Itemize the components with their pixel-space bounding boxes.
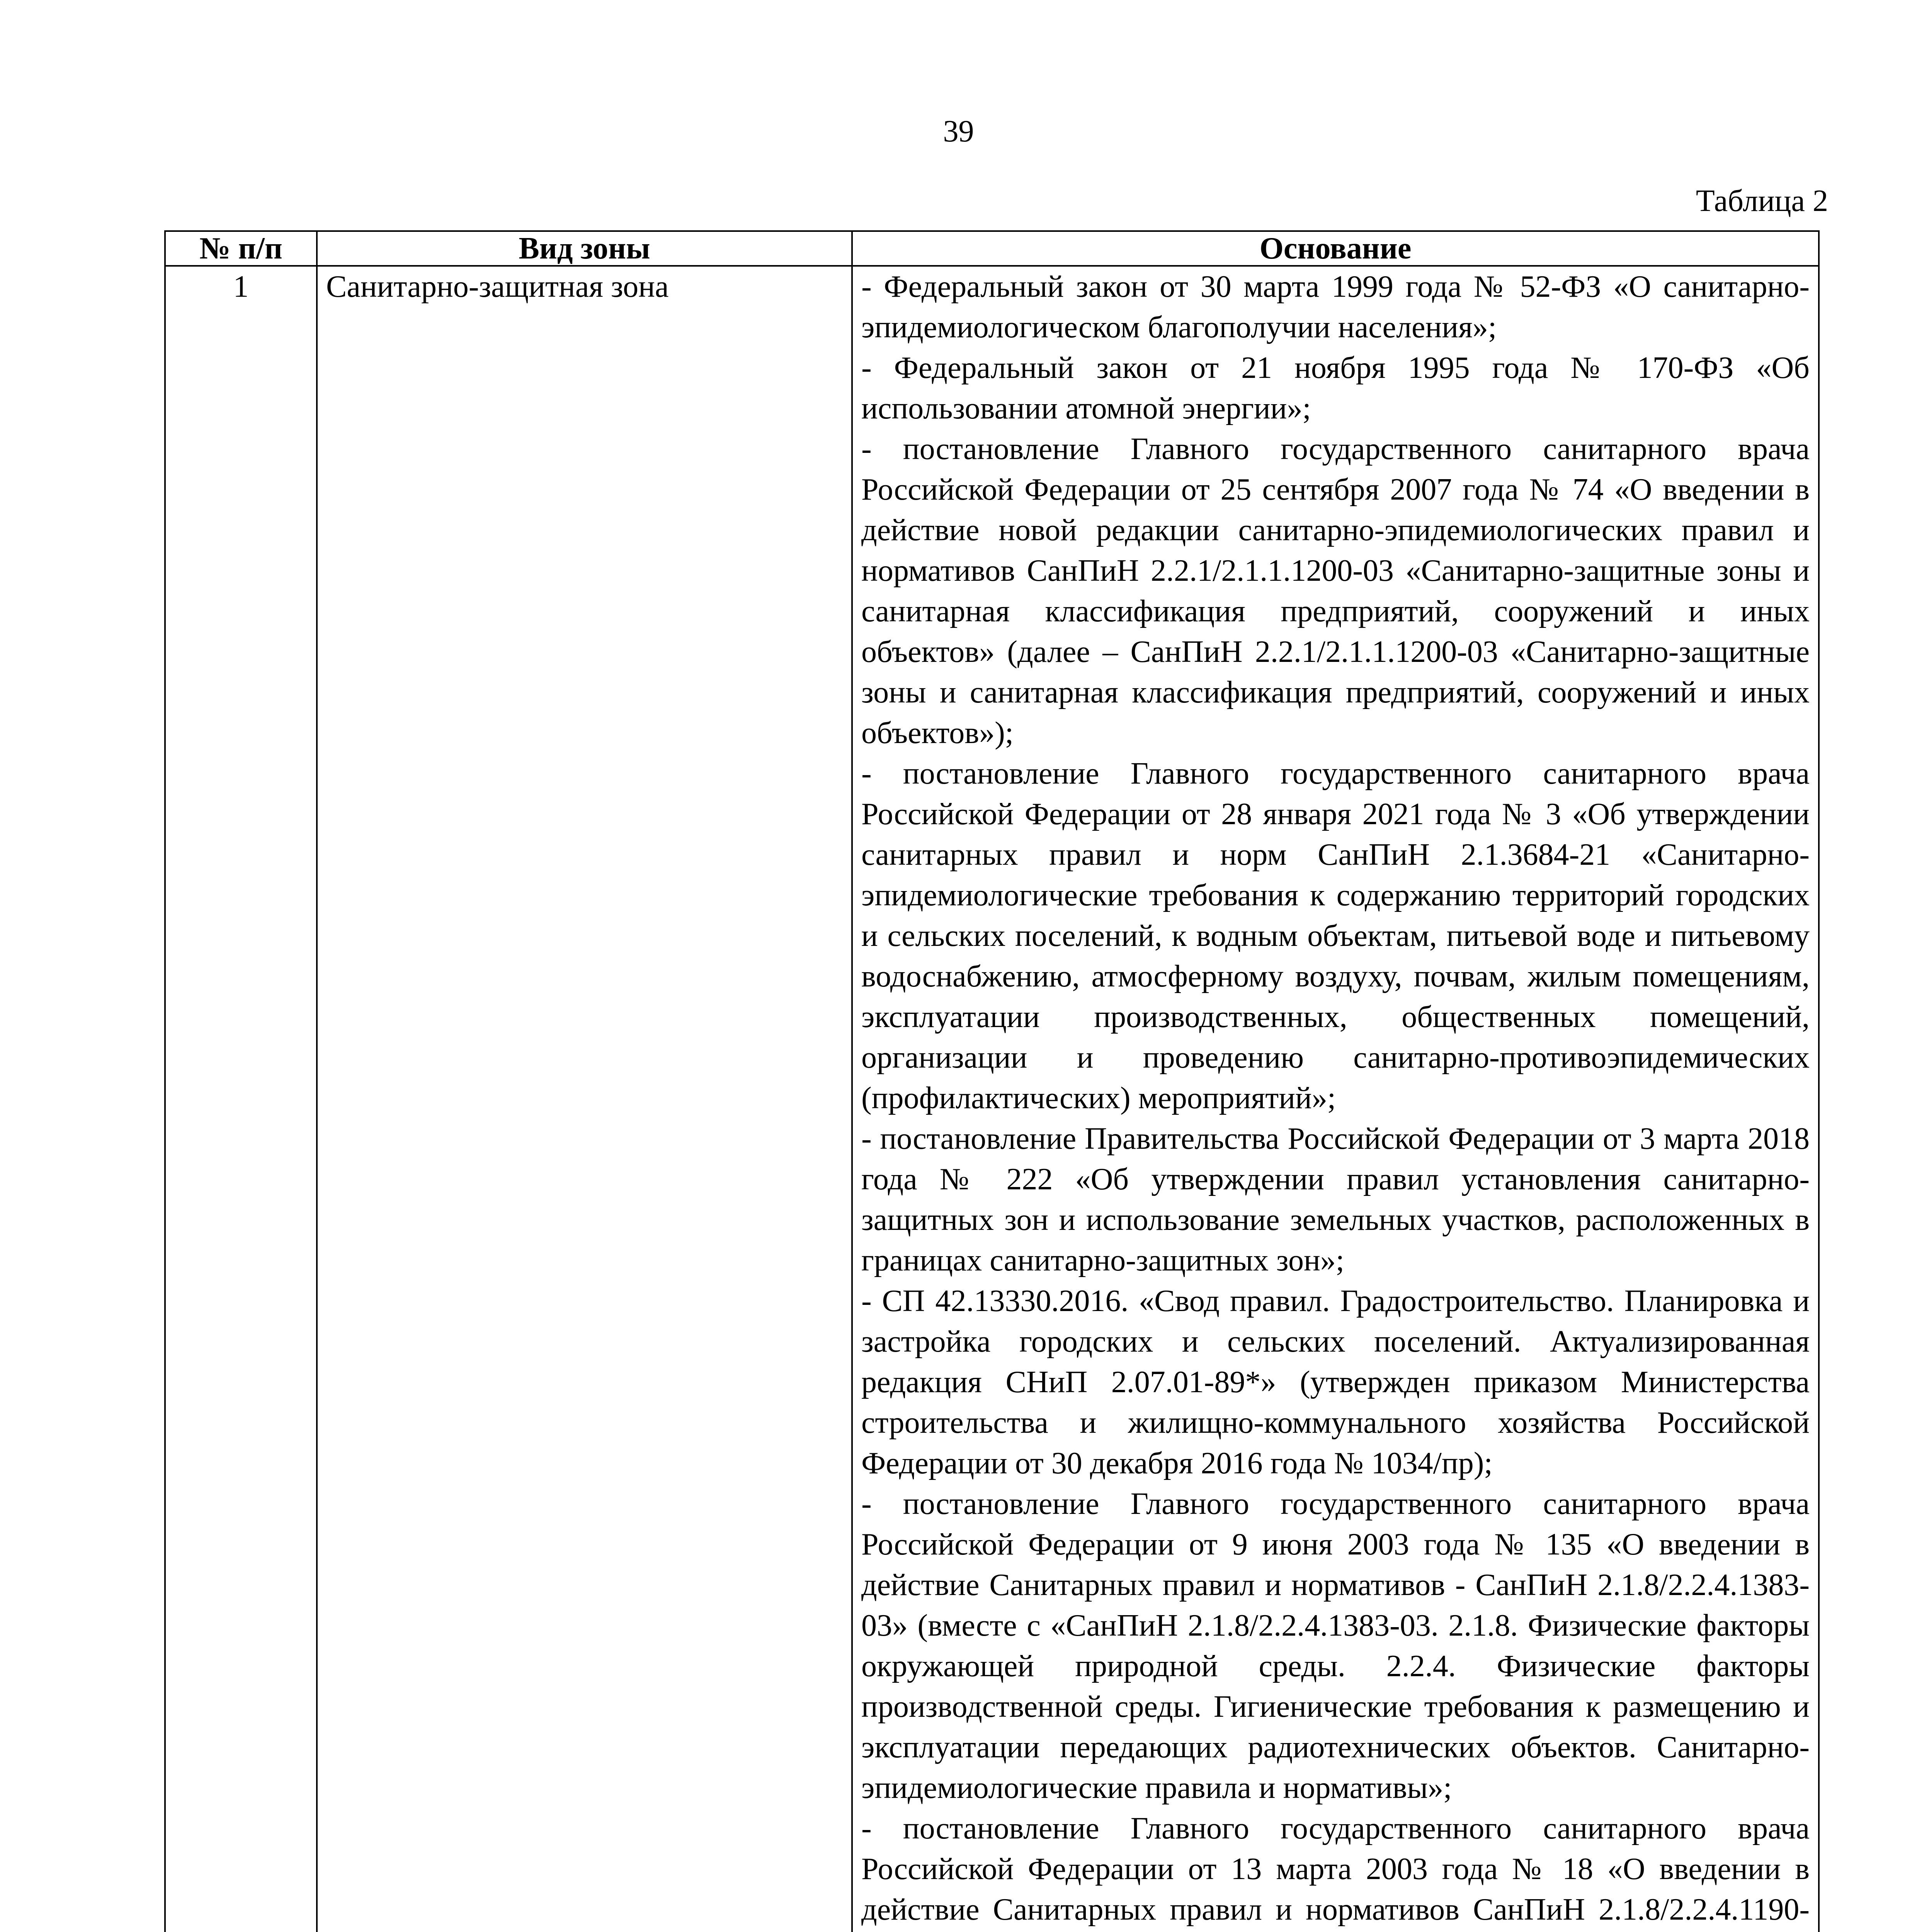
header-basis: Основание [852, 231, 1819, 266]
basis-cell [852, 266, 1819, 1932]
header-zone-type: Вид зоны [317, 231, 852, 266]
basis-item: - постановление Главного государственного санитарного врача Российской Федерации от 25 сентября 2007 года № 74 «О введении в действие новой редакции санитарно-эпидемиологических правил и нормативов СанПиН 2.2.1/2.1.1.1200-03 «Санитарно-защитные зоны и санитарная классификация предприятий, сооружений и иных объектов» (далее – СанПиН 2.2.1/2.1.1.1200-03 «Санитарно-защитные зоны и санитарная классификация предприятий, сооружений и иных объектов»); [861, 432, 1810, 750]
header-number: № п/п [165, 231, 317, 266]
zones-table [164, 230, 1820, 1932]
basis-item: - постановление Правительства Российской Федерации от 3 марта 2018 года № 222 «Об утверждении правил установления санитарно-защитных зон и использование земельных участков, расположенных в границах санитарно-защитных зон»; [861, 1122, 1810, 1277]
basis-item: - СП 42.13330.2016. «Свод правил. Градостроительство. Планировка и застройка городских и сельских поселений. Актуализированная редакция СНиП 2.07.01-89*» (утвержден приказом Министерства строительства и жилищно-коммунального хозяйства Российской Федерации от 30 декабря 2016 года № 1034/пр); [861, 1284, 1810, 1480]
basis-item: - постановление Главного государственного санитарного врача Российской Федерации от 28 января 2021 года № 3 «Об утверждении санитарных правил и норм СанПиН 2.1.3684-21 «Санитарно-эпидемиологические требования к содержанию территорий городских и сельских поселений, к водным объектам, питьевой воде и питьевому водоснабжению, атмосферному воздуху, почвам, жилым помещениям, эксплуатации производственных, общественных помещений, организации и проведению санитарно-противоэпидемических (профилактических) мероприятий»; [861, 757, 1810, 1115]
page-number: 39 [943, 114, 974, 148]
table-caption: Таблица 2 [1696, 184, 1828, 218]
basis-item: - Федеральный закон от 30 марта 1999 года № 52-ФЗ «О санитарно-эпидемиологическом благополучии населения»; [861, 270, 1810, 344]
basis-item: - постановление Главного государственного санитарного врача Российской Федерации от 9 июня 2003 года № 135 «О введении в действие Санитарных правил и нормативов - СанПиН 2.1.8/2.2.4.1383-03» (вместе с «СанПиН 2.1.8/2.2.4.1383-03. 2.1.8. Физические факторы окружающей природной среды. 2.2.4. Физические факторы производственной среды. Гигиенические требования к размещению и эксплуатации передающих радиотехнических объектов. Санитарно-эпидемиологические правила и нормативы»; [861, 1487, 1810, 1805]
zone-type: Санитарно-защитная зона [317, 266, 852, 1932]
table-header-row [165, 231, 1819, 266]
table-row [165, 266, 1819, 1932]
row-number: 1 [165, 266, 317, 1932]
basis-item: - постановление Главного государственного санитарного врача Российской Федерации от 13 марта 2003 года № 18 «О введении в действие Санитарных правил и нормативов СанПиН 2.1.8/2.2.4.1190- [861, 1811, 1810, 1927]
basis-item: - Федеральный закон от 21 ноября 1995 года № 170-ФЗ «Об использовании атомной энергии»; [861, 351, 1810, 425]
